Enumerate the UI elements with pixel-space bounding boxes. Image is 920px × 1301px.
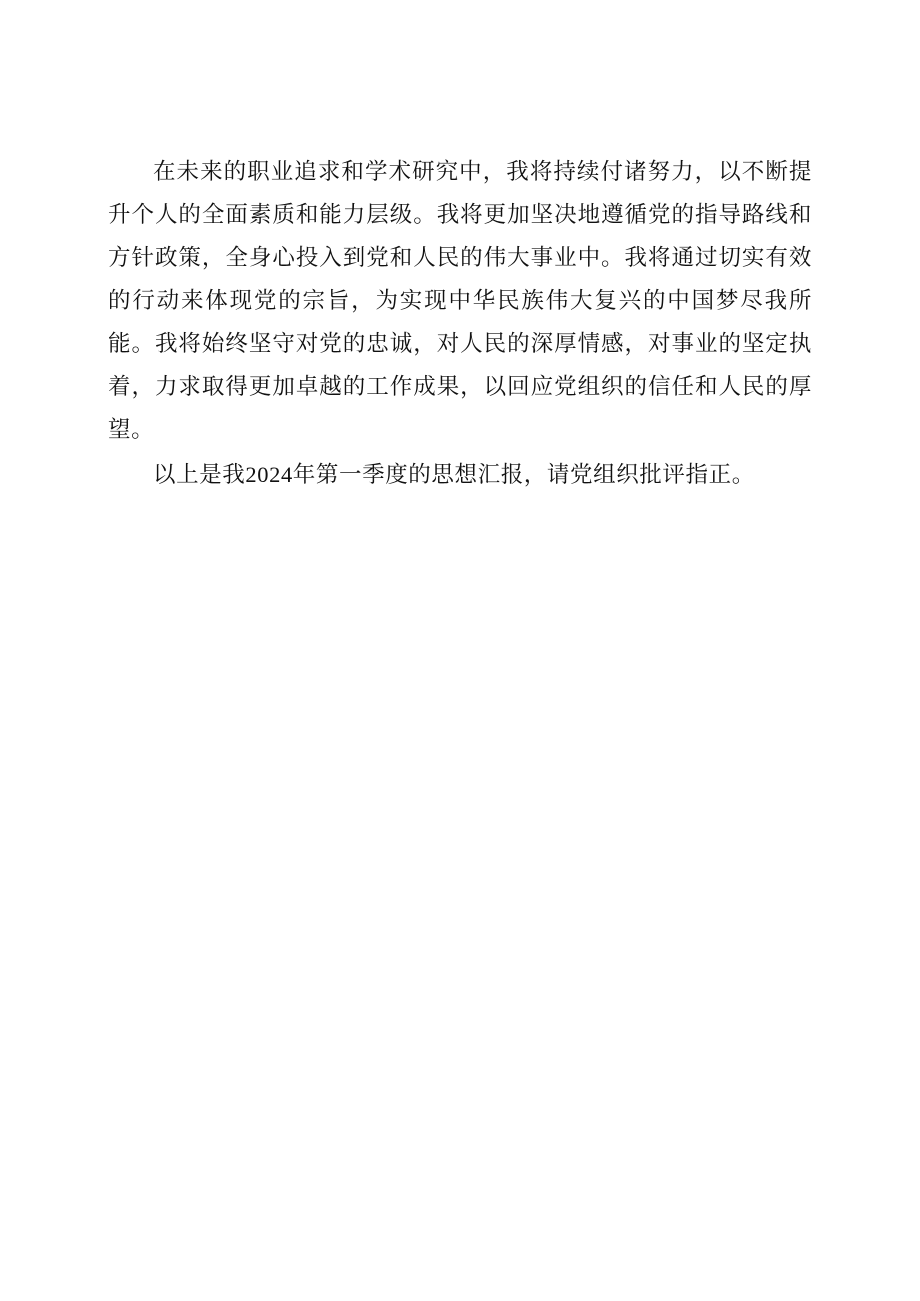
document-body [108, 150, 812, 496]
document-paragraph-1: 在未来的职业追求和学术研究中，我将持续付诸努力，以不断提升个人的全面素质和能力层级。我将更加坚决地遵循党的指导路线和方针政策，全身心投入到党和人民的伟大事业中。我将通过切实有效的行动来体现党的宗旨，为实现中华民族伟大复兴的中国梦尽我所能。我将始终坚守对党的忠诚，对人民的深厚情感，对事业的坚定执着，力求取得更加卓越的工作成果，以回应党组织的信任和人民的厚望。 [108, 159, 812, 442]
document-paragraph-2: 以上是我2024年第一季度的思想汇报，请党组织批评指正。 [153, 462, 755, 487]
